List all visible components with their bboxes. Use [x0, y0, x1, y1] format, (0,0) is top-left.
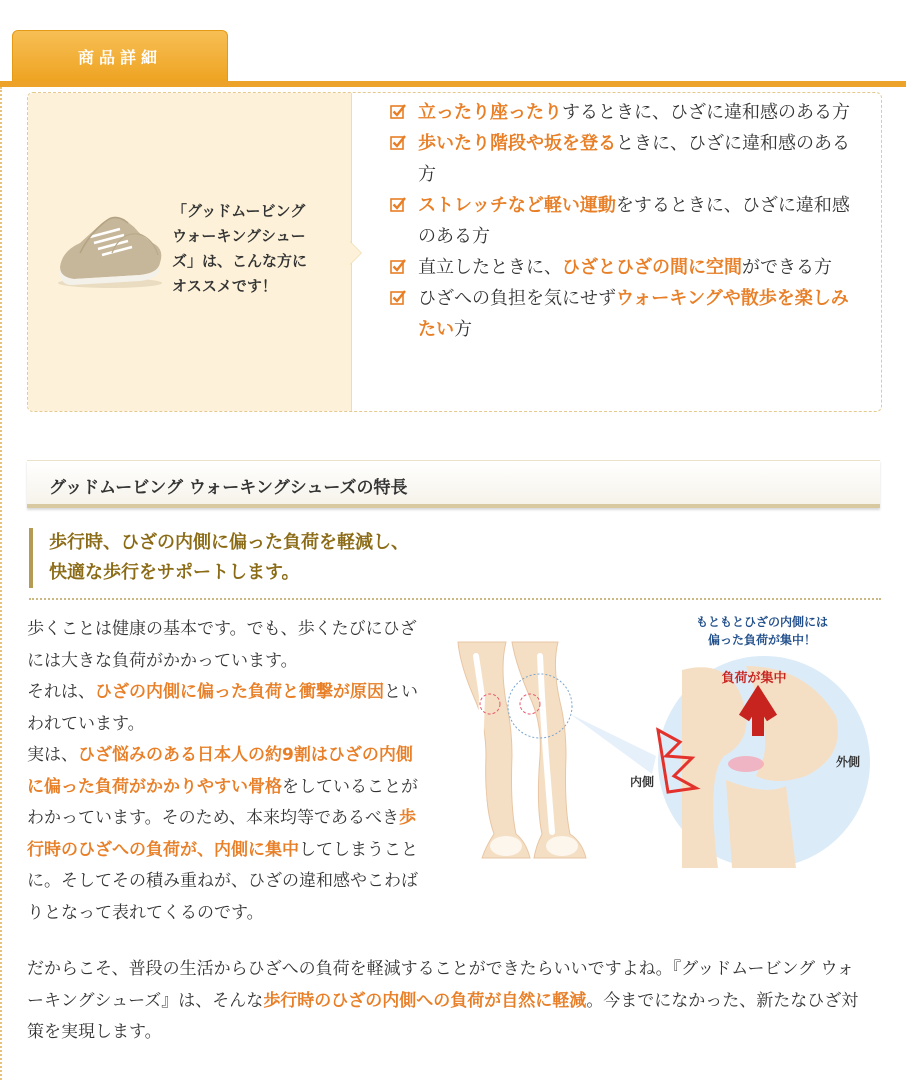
item-text: ひざへの負担を気にせず	[418, 288, 616, 309]
intro-line: ウォーキングシュー	[172, 227, 306, 245]
item-text: ができる方	[742, 257, 832, 278]
legs-figure	[458, 642, 586, 858]
feature-body-text	[27, 614, 427, 929]
features-section-header	[27, 460, 880, 508]
highlight-text: 歩いたり階段や坂を登る	[418, 133, 616, 154]
section-tab-bar	[0, 0, 906, 88]
feature-body-text-full	[27, 954, 867, 1049]
dotted-divider	[29, 598, 881, 600]
caption-line: 偏った負荷が集中！	[707, 633, 817, 647]
checkbox-checked-icon	[390, 196, 407, 213]
checkbox-checked-icon	[390, 258, 407, 275]
caption-line: もともとひざの内側には	[695, 615, 829, 629]
text: それは、	[27, 682, 95, 702]
highlight-text: ウォーキングや散歩を楽しみたい	[418, 288, 849, 340]
text: だからこそ、普段の生活からひざへの負荷を軽減することができたらいいですよね。『グッドムービング ウォーキングシューズ』は、そんな	[27, 959, 854, 1011]
list-item	[390, 190, 860, 252]
checkbox-checked-icon	[390, 134, 407, 151]
paragraph: 歩くことは健康の基本です。でも、歩くたびにひざには大きな負荷がかかっています。	[27, 619, 417, 671]
intro-line: ズ」は、こんな方に	[172, 252, 308, 270]
tab-product-details[interactable]: 商品詳細	[12, 30, 228, 82]
subheading-line: 快適な歩行をサポートします。	[49, 562, 300, 583]
subheading-line: 歩行時、ひざの内側に偏った負荷を軽減し、	[49, 532, 409, 553]
intro-line: 「グッドムービング	[172, 202, 306, 220]
highlight-text: 立ったり座ったり	[418, 102, 562, 123]
text: 。今までになかった、新たなひざ対策を実現します。	[27, 990, 859, 1042]
highlight-text: ひざの内側に偏った負荷と衝撃が原因	[95, 682, 384, 702]
text: してしまうことに。そしてその積み重ねが、ひざの違和感やこわばりとなって表れてくるのです。	[27, 839, 418, 923]
text: といわれています。	[27, 682, 418, 734]
list-item	[390, 283, 860, 345]
walking-shoe-image	[50, 193, 170, 293]
item-text: 直立したときに、	[418, 257, 562, 278]
recommendation-box	[27, 92, 882, 412]
arrow-divider-inner	[350, 242, 361, 264]
highlight-text: ひざとひざの間に空間	[562, 257, 742, 278]
list-item	[390, 97, 860, 128]
recommendation-intro-text	[172, 199, 342, 299]
arrow-label: 負荷が集中	[721, 671, 787, 686]
list-item	[390, 252, 860, 283]
recommendation-list	[390, 97, 860, 345]
checkbox-checked-icon	[390, 289, 407, 306]
item-text: ときに、ひざに違和感のある方	[418, 133, 850, 185]
tab-underline	[0, 81, 906, 87]
list-item	[390, 128, 860, 190]
intro-line: オススメです！	[172, 277, 277, 295]
inner-label: 内側	[630, 775, 655, 789]
text: 実は、	[27, 745, 78, 765]
features-title: グッドムービング ウォーキングシューズの特長	[49, 478, 408, 498]
highlight-text: ストレッチなど軽い運動	[418, 195, 616, 216]
recommendation-intro-panel	[28, 93, 352, 411]
knee-illustration	[446, 606, 886, 874]
item-text: 方	[454, 319, 472, 340]
item-text: をするときに、ひざに違和感のある方	[418, 195, 850, 247]
outer-label: 外側	[836, 755, 861, 769]
text: をしていることがわかっています。そのため、本来均等であるべき	[27, 776, 418, 828]
checkbox-checked-icon	[390, 103, 407, 120]
frame-border	[0, 87, 2, 1080]
highlight-text: 歩行時のひざへの負荷が、内側に集中	[27, 808, 416, 860]
item-text: するときに、ひざに違和感のある方	[562, 102, 850, 123]
highlight-text: 歩行時のひざの内側への負荷が自然に軽減	[263, 990, 587, 1011]
feature-subheading	[29, 528, 889, 588]
highlight-text: ひざ悩みのある日本人の約9割はひざの内側に偏った負荷がかかりやすい骨格	[27, 745, 413, 797]
